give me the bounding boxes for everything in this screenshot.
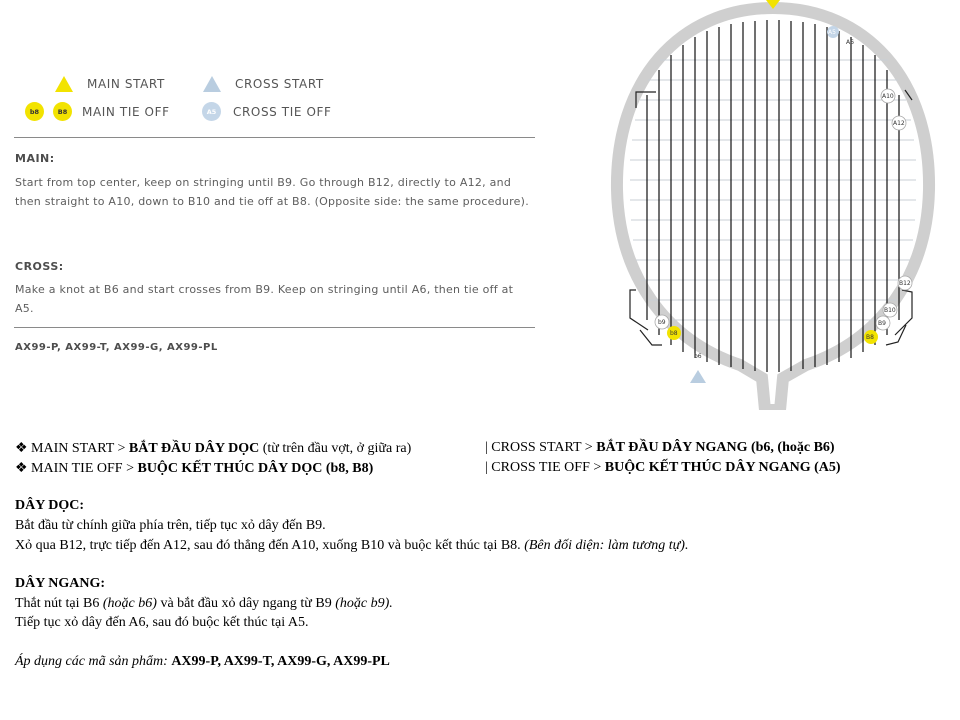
hole-a10-label: A10 bbox=[882, 93, 894, 100]
vi-cross-heading bbox=[15, 576, 105, 592]
divider-1 bbox=[14, 137, 535, 138]
hole-b9-lower-label: b9 bbox=[658, 319, 666, 326]
hole-b9-upper-label: B9 bbox=[878, 320, 886, 327]
vi-main-start-bold: BẮT ĐẦU DÂY DỌC bbox=[128, 441, 260, 456]
vi-main-start-note: (từ trên đầu vợt, ở giữa ra) bbox=[259, 441, 412, 456]
vi-cross-heading-text: DÂY NGANG: bbox=[15, 576, 106, 591]
racket-frame bbox=[617, 8, 929, 410]
legend-main-tie-off-label: MAIN TIE OFF bbox=[82, 104, 170, 119]
vi-main-line-1: Bắt đầu từ chính giữa phía trên, tiếp tục xỏ dây đến B9. bbox=[15, 518, 326, 533]
vi-main-line-2-text: Xỏ qua B12, trực tiếp đến A12, sau đó thẳng đến A10, xuống B10 và buộc kết thúc tại B8. bbox=[15, 538, 525, 553]
vi-apply-line bbox=[15, 654, 390, 670]
hole-b6-label: b6 bbox=[694, 353, 702, 360]
vi-cross-tie-off-bold: BUỘC KẾT THÚC DÂY NGANG (A5) bbox=[604, 460, 841, 475]
vi-cross-tie-off-prefix: | CROSS TIE OFF > bbox=[485, 460, 605, 475]
vi-cross-line-1 bbox=[15, 596, 393, 612]
vi-row-start bbox=[15, 440, 411, 457]
vi-apply-label: Áp dụng các mã sản phẩm: bbox=[15, 654, 172, 669]
hole-b12-label: B12 bbox=[899, 280, 911, 287]
vi-cross-start-bold: BẮT ĐẦU DÂY NGANG (b6, (hoặc B6) bbox=[596, 440, 835, 455]
hole-b10-label: B10 bbox=[884, 307, 896, 314]
legend-cross-start-label: CROSS START bbox=[235, 77, 324, 91]
hole-b8-lower-label: b8 bbox=[670, 330, 678, 337]
racket-stringing-diagram bbox=[600, 0, 950, 410]
divider-2 bbox=[14, 327, 535, 328]
cross-instructions: Make a knot at B6 and start crosses from B9. Keep on stringing until A6, then tie off at A5. bbox=[15, 283, 514, 315]
vi-cross-line-1-c: và bắt đầu xỏ dây ngang từ B9 bbox=[156, 596, 336, 611]
cross-start-triangle-icon bbox=[203, 76, 221, 92]
routing-paths bbox=[630, 90, 912, 345]
vi-main-line-2-italic: (Bên đối diện: làm tương tự). bbox=[524, 538, 689, 553]
vi-row-cross-tie-off bbox=[485, 460, 841, 476]
hole-a12-label: A12 bbox=[893, 120, 905, 127]
b8-lower-dot-icon: b8 bbox=[25, 102, 44, 121]
a5-dot-icon: A5 bbox=[202, 102, 221, 121]
vi-main-tie-off-prefix: ❖ MAIN TIE OFF > bbox=[15, 461, 138, 476]
legend-cross-tie-off-label: CROSS TIE OFF bbox=[233, 104, 332, 119]
legend-main-start-label: MAIN START bbox=[87, 77, 165, 91]
vi-apply-models: AX99-P, AX99-T, AX99-G, AX99-PL bbox=[171, 654, 390, 669]
hole-a6-label: A6 bbox=[846, 39, 854, 46]
main-instructions: Start from top center, keep on stringing until B9. Go through B12, directly to A12, and then straight to A10, down to B10 and tie off at B8. (Opposite side: the same procedure). bbox=[15, 176, 529, 208]
vi-row-cross-start bbox=[485, 440, 835, 456]
vi-main-heading bbox=[15, 498, 84, 514]
legend-main-start bbox=[52, 76, 165, 92]
vi-cross-line-1-d: (hoặc b9). bbox=[335, 596, 393, 611]
cross-start-marker-icon bbox=[690, 370, 706, 383]
main-heading: MAIN: bbox=[15, 152, 55, 165]
vi-cross-line-1-a: Thắt nút tại B6 bbox=[15, 596, 103, 611]
hole-b8-upper-label: B8 bbox=[866, 334, 874, 341]
legend-cross-start bbox=[203, 76, 324, 92]
main-strings bbox=[647, 20, 899, 372]
legend-main-tie-off bbox=[25, 102, 170, 121]
main-start-triangle-icon bbox=[55, 76, 73, 92]
vi-main-heading-text: DÂY DỌC: bbox=[15, 498, 85, 513]
model-list: AX99-P, AX99-T, AX99-G, AX99-PL bbox=[15, 342, 218, 353]
cross-strings bbox=[630, 60, 916, 320]
vi-main-line-2 bbox=[15, 538, 688, 554]
vi-main-tie-off-bold: BUỘC KẾT THÚC DÂY DỌC (b8, B8) bbox=[137, 461, 374, 476]
hole-a5-label: A5 bbox=[828, 29, 836, 36]
vi-cross-start-prefix: | CROSS START > bbox=[485, 440, 597, 455]
vi-main-start-prefix: ❖ MAIN START > bbox=[15, 441, 129, 456]
vi-row-tie-off bbox=[15, 460, 373, 477]
vi-cross-line-2: Tiếp tục xỏ dây đến A6, sau đó buộc kết thúc tại A5. bbox=[15, 615, 309, 630]
cross-heading: CROSS: bbox=[15, 260, 64, 273]
vi-cross-line-1-b: (hoặc b6) bbox=[102, 596, 157, 611]
legend-cross-tie-off bbox=[202, 102, 332, 121]
b8-upper-dot-icon: B8 bbox=[53, 102, 72, 121]
